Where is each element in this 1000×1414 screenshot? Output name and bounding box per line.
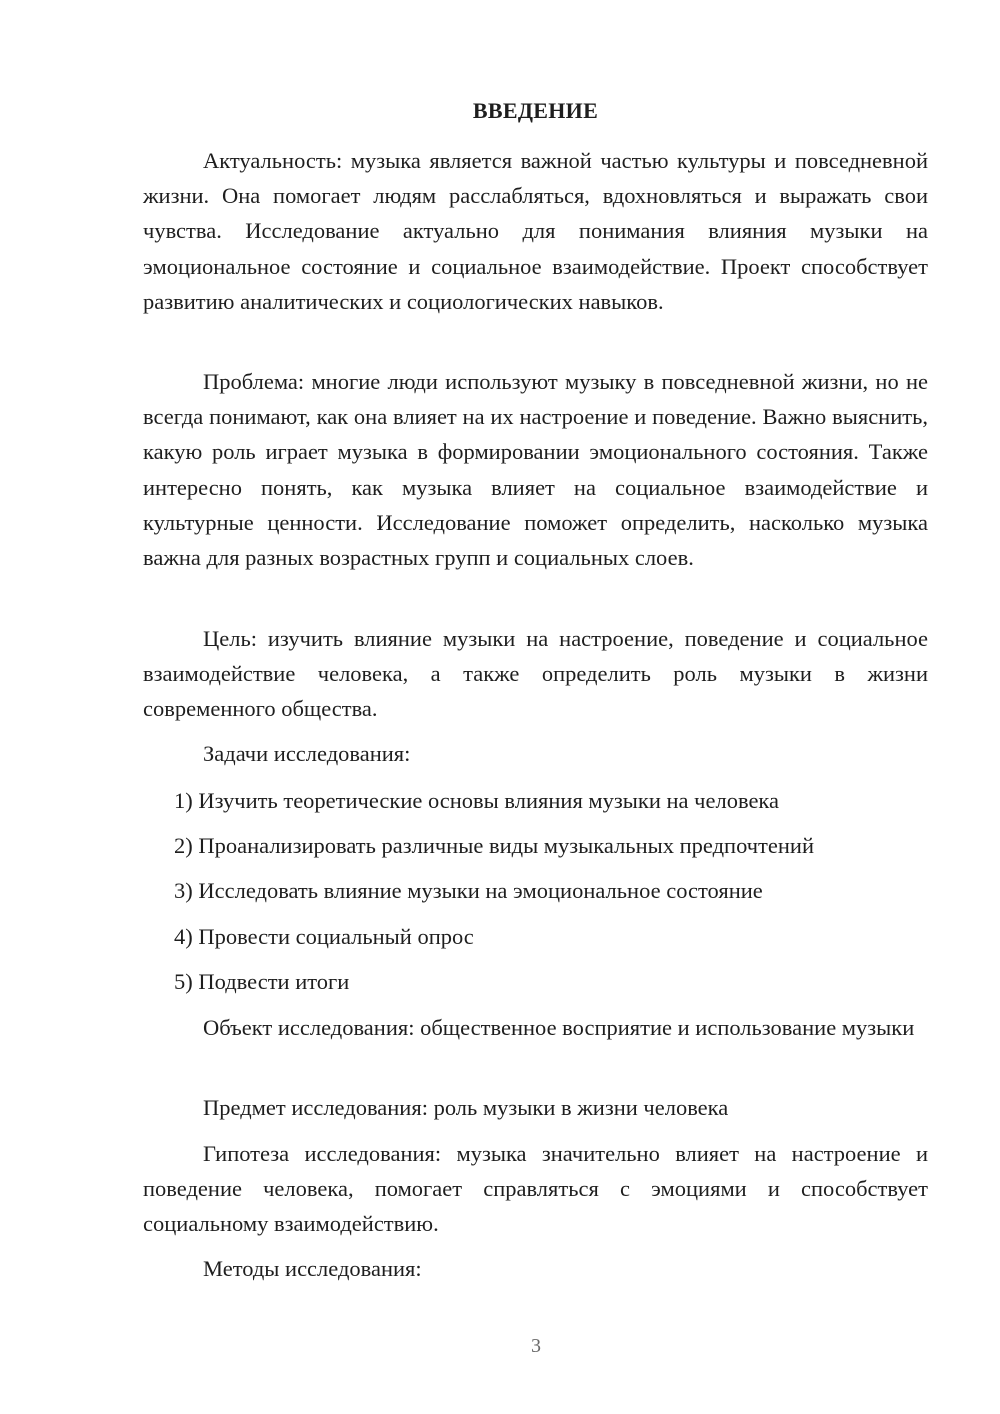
problem-paragraph: Проблема: многие люди используют музыку в повседневной жизни, но не всегда понимают, как она влияет на их настроение и поведение. Важно выяснить, какую роль играет музыка в формировании эмоционального состояния. Также интересно понять, как музыка влияет на социальное взаимодействие и культурные ценности. Исследование поможет определить, насколько музыка важна для разных возрастных групп и социальных слоев. bbox=[143, 369, 928, 571]
task-item: 3) Исследовать влияние музыки на эмоциональное состояние bbox=[174, 878, 763, 903]
task-item: 1) Изучить теоретические основы влияния музыки на человека bbox=[174, 788, 780, 813]
task-item: 4) Провести социальный опрос bbox=[174, 924, 474, 949]
section-title: ВВЕДЕНИЕ bbox=[472, 98, 599, 123]
tasks-heading: Задачи исследования: bbox=[203, 741, 411, 766]
object-paragraph: Объект исследования: общественное восприятие и использование музыки bbox=[203, 1015, 915, 1040]
hypothesis-paragraph: Гипотеза исследования: музыка значительно влияет на настроение и поведение человека, помогает справляться с эмоциями и способствует социальному взаимодействию. bbox=[143, 1141, 928, 1237]
page-number: 3 bbox=[531, 1335, 541, 1357]
methods-heading: Методы исследования: bbox=[203, 1256, 422, 1281]
relevance-paragraph: Актуальность: музыка является важной частью культуры и повседневной жизни. Она помогает людям расслабляться, вдохновляться и выражать свои чувства. Исследование актуально для понимания влияния музыки на эмоциональное состояние и социальное взаимодействие. Проект способствует развитию аналитических и социологических навыков. bbox=[143, 148, 928, 314]
task-item: 2) Проанализировать различные виды музыкальных предпочтений bbox=[174, 833, 814, 858]
task-item: 5) Подвести итоги bbox=[174, 969, 350, 994]
goal-paragraph: Цель: изучить влияние музыки на настроение, поведение и социальное взаимодействие человека, а также определить роль музыки в жизни современного общества. bbox=[143, 626, 928, 722]
subject-paragraph: Предмет исследования: роль музыки в жизни человека bbox=[203, 1095, 729, 1120]
